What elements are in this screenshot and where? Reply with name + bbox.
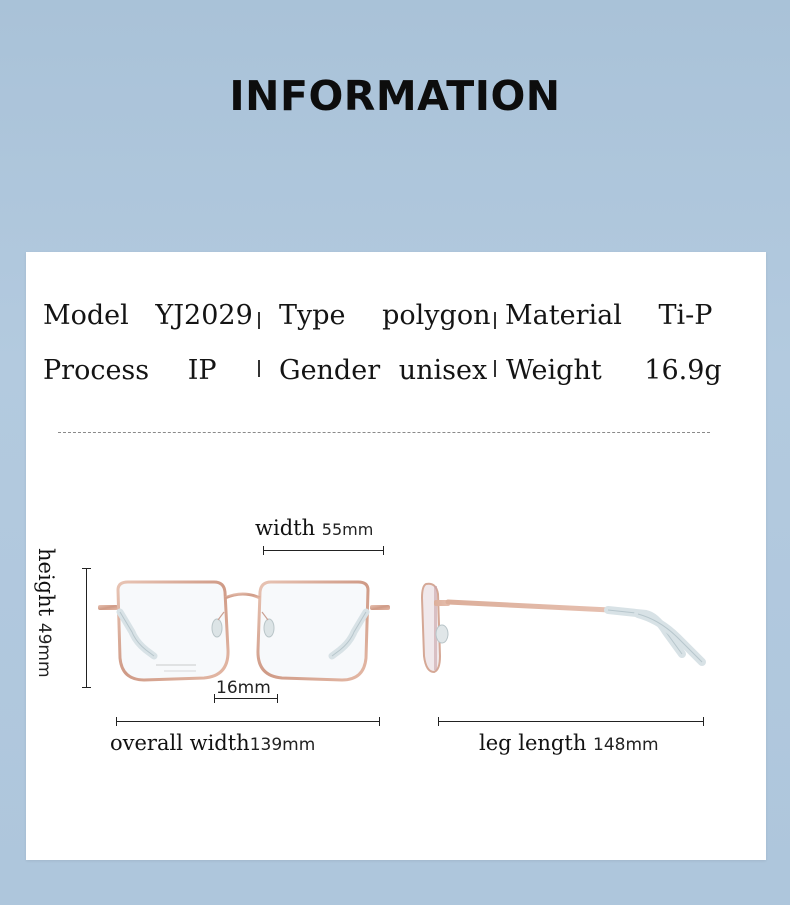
spec-type-label: Type bbox=[279, 300, 346, 331]
spec-material bbox=[505, 300, 712, 331]
spec-model-label: Model bbox=[43, 300, 129, 331]
spec-type bbox=[279, 300, 490, 331]
spec-weight-label: Weight bbox=[506, 355, 602, 386]
lens-width-value: 55mm bbox=[321, 520, 374, 539]
spec-weight-value: 16.9g bbox=[644, 355, 722, 386]
glasses-side-view-illustration bbox=[420, 576, 720, 676]
spec-process-value: IP bbox=[187, 355, 217, 386]
lens-width-label-text: width bbox=[255, 516, 316, 540]
page-title: INFORMATION bbox=[229, 72, 561, 120]
spec-process-label: Process bbox=[43, 355, 150, 386]
spec-model bbox=[43, 300, 253, 331]
spec-gender-value: unisex bbox=[398, 355, 488, 386]
separator bbox=[258, 312, 260, 329]
leg-length-label-text: leg length bbox=[479, 731, 587, 755]
spec-gender bbox=[279, 355, 487, 386]
separator bbox=[494, 312, 496, 329]
bridge-label bbox=[216, 674, 271, 698]
lens-height-label-text: height bbox=[34, 548, 58, 617]
overall-width-dimension-line bbox=[116, 721, 380, 722]
spec-weight bbox=[506, 355, 722, 386]
bridge-value: 16mm bbox=[216, 678, 271, 698]
spec-type-value: polygon bbox=[382, 300, 491, 331]
separator bbox=[258, 360, 260, 377]
overall-width-label bbox=[110, 731, 315, 755]
dashed-divider bbox=[58, 432, 710, 433]
separator bbox=[494, 360, 496, 377]
leg-length-value: 148mm bbox=[593, 735, 659, 755]
spec-model-value: YJ2029 bbox=[155, 300, 253, 331]
lens-height-value: 49mm bbox=[34, 622, 54, 678]
lens-width-label bbox=[255, 516, 373, 540]
bridge-dimension-line bbox=[214, 698, 278, 699]
overall-width-value: 139mm bbox=[249, 735, 316, 755]
spec-material-value: Ti-P bbox=[658, 300, 713, 331]
lens-height-dimension-line bbox=[86, 568, 87, 688]
leg-length-dimension-line bbox=[438, 721, 704, 722]
spec-material-label: Material bbox=[505, 300, 622, 331]
leg-length-label bbox=[479, 731, 659, 755]
lens-height-label bbox=[28, 548, 58, 678]
overall-width-label-text: overall width bbox=[110, 731, 250, 755]
spec-gender-label: Gender bbox=[279, 355, 381, 386]
lens-width-dimension-line bbox=[263, 550, 384, 551]
spec-process bbox=[43, 355, 217, 386]
info-card bbox=[26, 252, 766, 860]
